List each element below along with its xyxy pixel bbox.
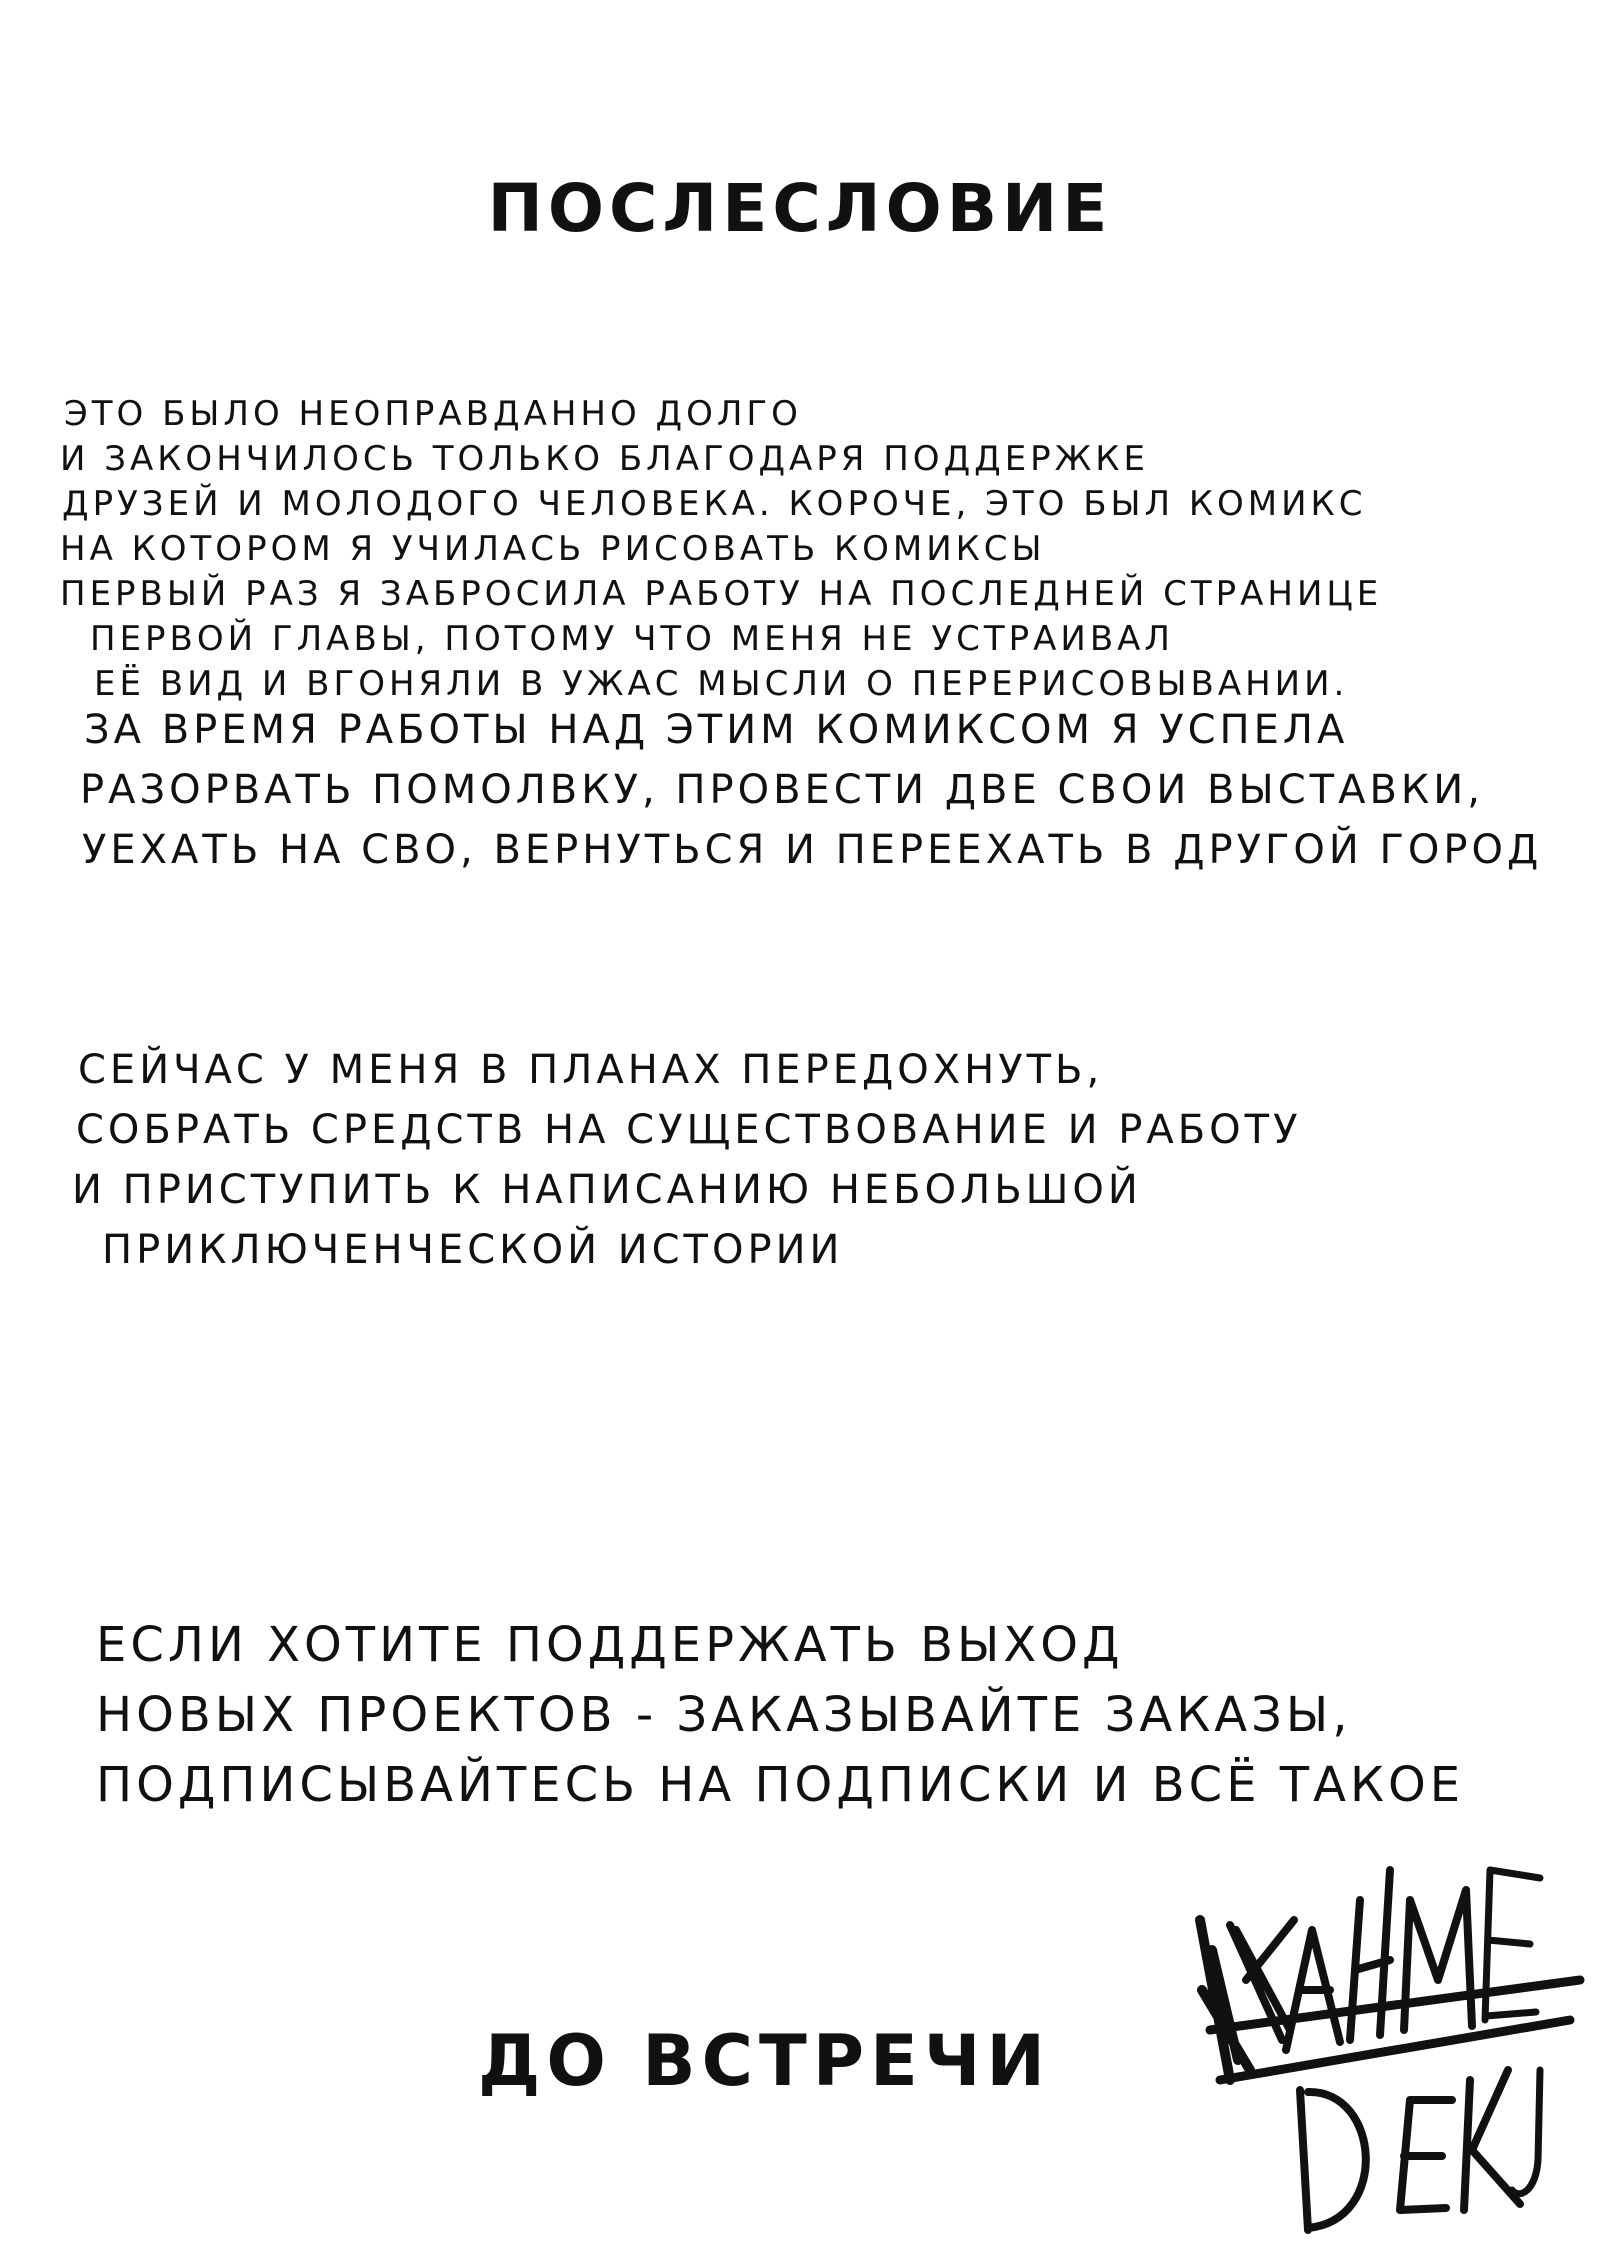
paragraph-1-line: ПЕРВОЙ ГЛАВЫ, ПОТОМУ ЧТО МЕНЯ НЕ УСТРАИВАЛ: [90, 619, 1174, 659]
handwritten-signature-icon: [1190, 1830, 1590, 2250]
paragraph-4-line: ЕСЛИ ХОТИТЕ ПОДДЕРЖАТЬ ВЫХОД: [96, 1617, 1124, 1673]
paragraph-1-line: ЭТО БЫЛО НЕОПРАВДАННО ДОЛГО: [64, 394, 802, 434]
paragraph-1-line: ДРУЗЕЙ И МОЛОДОГО ЧЕЛОВЕКА. КОРОЧЕ, ЭТО БЫЛ КОМИКС: [62, 484, 1367, 524]
paragraph-1-line: И ЗАКОНЧИЛОСЬ ТОЛЬКО БЛАГОДАРЯ ПОДДЕРЖКЕ: [60, 439, 1149, 479]
paragraph-4-line: ПОДПИСЫВАЙТЕСЬ НА ПОДПИСКИ И ВСЁ ТАКОЕ: [96, 1757, 1465, 1813]
paragraph-3-line: И ПРИСТУПИТЬ К НАПИСАНИЮ НЕБОЛЬШОЙ: [72, 1167, 1142, 1213]
paragraph-1-line: НА КОТОРОМ Я УЧИЛАСЬ РИСОВАТЬ КОМИКСЫ: [60, 529, 1046, 569]
paragraph-1: [60, 392, 1382, 707]
closing-text: ДО ВСТРЕЧИ: [478, 2020, 1051, 2102]
paragraph-1-line: ЕЁ ВИД И ВГОНЯЛИ В УЖАС МЫСЛИ О ПЕРЕРИСОВЫВАНИИ.: [94, 664, 1349, 704]
paragraph-4-line: НОВЫХ ПРОЕКТОВ - ЗАКАЗЫВАЙТЕ ЗАКАЗЫ,: [96, 1687, 1352, 1743]
paragraph-3-line: СОБРАТЬ СРЕДСТВ НА СУЩЕСТВОВАНИЕ И РАБОТУ: [76, 1107, 1302, 1153]
paragraph-4: [60, 1610, 1464, 1820]
page-title: ПОСЛЕСЛОВИЕ: [487, 170, 1113, 247]
paragraph-1-line: ПЕРВЫЙ РАЗ Я ЗАБРОСИЛА РАБОТУ НА ПОСЛЕДНЕЙ СТРАНИЦЕ: [60, 574, 1383, 614]
paragraph-3-line: СЕЙЧАС У МЕНЯ В ПЛАНАХ ПЕРЕДОХНУТЬ,: [78, 1047, 1104, 1093]
paragraph-2-line: УЕХАТЬ НА СВО, ВЕРНУТЬСЯ И ПЕРЕЕХАТЬ В ДРУГОЙ ГОРОД: [82, 827, 1543, 873]
paragraph-3-line: ПРИКЛЮЧЕНЧЕСКОЙ ИСТОРИИ: [102, 1227, 844, 1273]
paragraph-2-line: РАЗОРВАТЬ ПОМОЛВКУ, ПРОВЕСТИ ДВЕ СВОИ ВЫСТАВКИ,: [80, 767, 1484, 813]
paragraph-2: [60, 700, 1542, 880]
paragraph-2-line: ЗА ВРЕМЯ РАБОТЫ НАД ЭТИМ КОМИКСОМ Я УСПЕЛА: [84, 707, 1349, 753]
paragraph-3: [60, 1040, 1301, 1280]
